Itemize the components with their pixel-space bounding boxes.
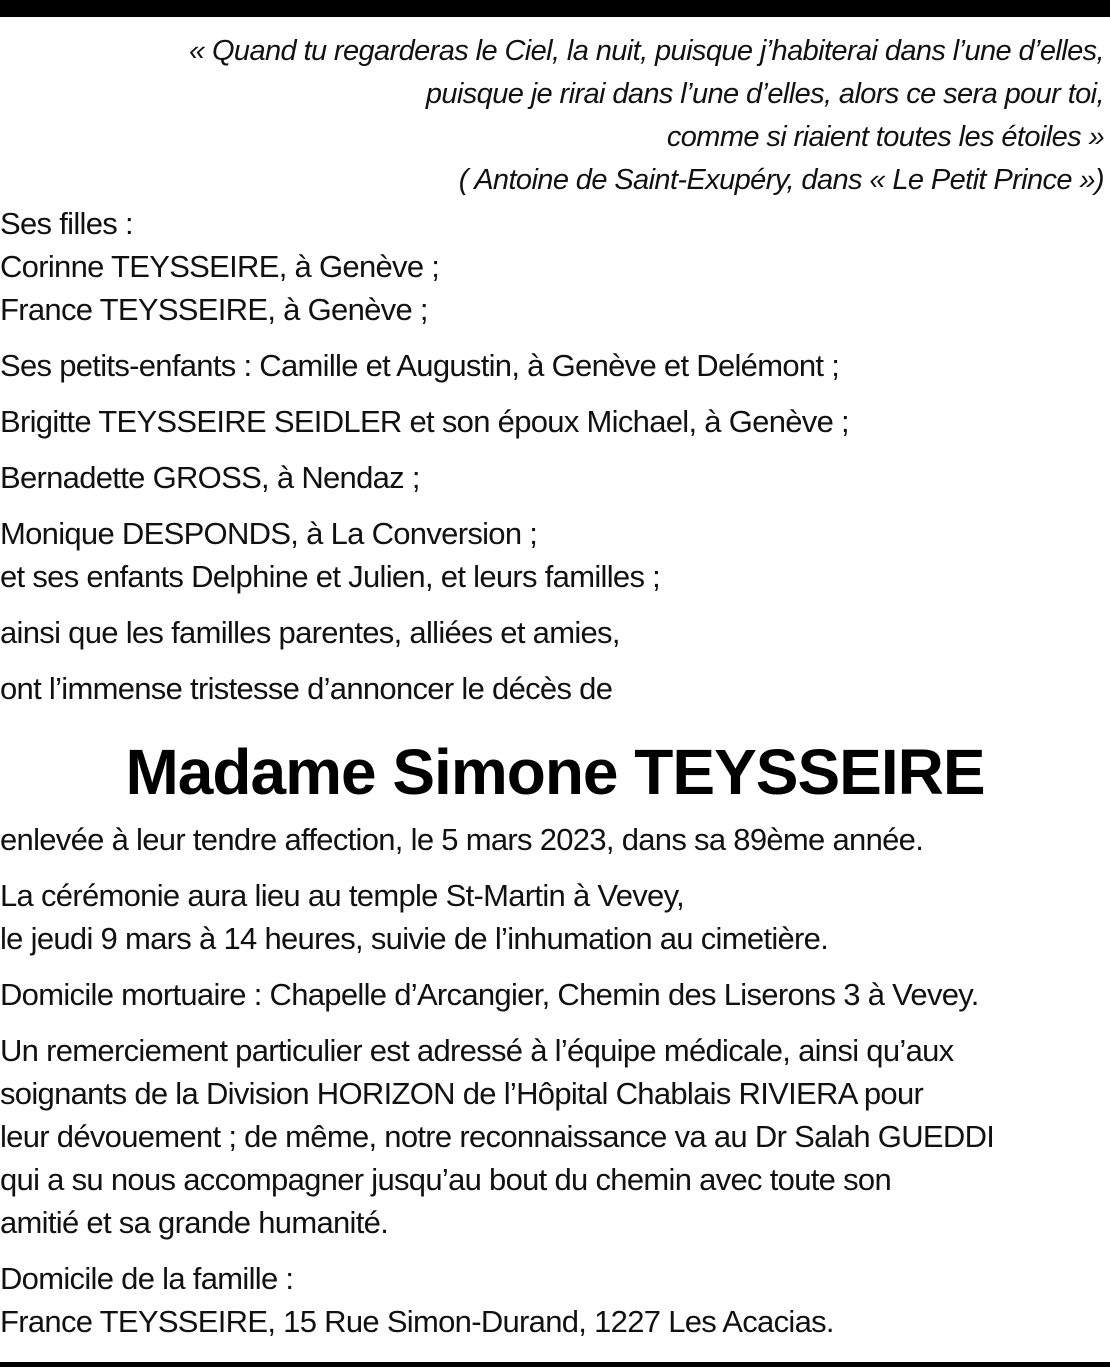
quote-line: « Quand tu regarderas le Ciel, la nuit, puisque j’habiterai dans l’une d’elles,	[188, 35, 1104, 67]
relative-section	[0, 456, 1110, 499]
daughter-entry: France TEYSSEIRE, à Genève ;	[0, 292, 428, 327]
daughters-heading: Ses filles :	[0, 206, 133, 241]
passing-section	[0, 818, 1110, 861]
quote-line: puisque je rirai dans l’une d’elles, alors ce sera pour toi,	[425, 78, 1104, 110]
ceremony-text: le jeudi 9 mars à 14 heures, suivie de l’inhumation au cimetière.	[0, 921, 829, 956]
others-section	[0, 611, 1110, 654]
mortuary-text: Domicile mortuaire : Chapelle d’Arcangier, Chemin des Liserons 3 à Vevey.	[0, 977, 979, 1012]
thanks-line: soignants de la Division HORIZON de l’Hôpital Chablais RIVIERA pour	[0, 1076, 924, 1111]
obituary-notice	[0, 30, 1110, 1343]
others-entry: ainsi que les familles parentes, alliées et amies,	[0, 615, 620, 650]
ceremony-section	[0, 874, 1110, 960]
mortuary-section	[0, 973, 1110, 1016]
family-home-address: France TEYSSEIRE, 15 Rue Simon-Durand, 1227 Les Acacias.	[0, 1304, 834, 1339]
relative-entry: Monique DESPONDS, à La Conversion ;	[0, 516, 538, 551]
thanks-line: qui a su nous accompagner jusqu’au bout du chemin avec toute son	[0, 1162, 891, 1197]
thanks-line: leur dévouement ; de même, notre reconnaissance va au Dr Salah GUEDDI	[0, 1119, 995, 1154]
daughter-entry: Corinne TEYSSEIRE, à Genève ;	[0, 249, 440, 284]
relative-entry: Brigitte TEYSSEIRE SEIDLER et son époux Michael, à Genève ;	[0, 404, 849, 439]
deceased-name: Madame Simone TEYSSEIRE	[125, 736, 985, 808]
quote-attribution: ( Antoine de Saint-Exupéry, dans « Le Petit Prince »)	[458, 164, 1104, 196]
top-rule	[0, 0, 1110, 17]
relative-section	[0, 512, 1110, 598]
thanks-line: Un remerciement particulier est adressé à l’équipe médicale, ainsi qu’aux	[0, 1033, 954, 1068]
thanks-line: amitié et sa grande humanité.	[0, 1205, 389, 1240]
relative-section	[0, 400, 1110, 443]
family-home-heading: Domicile de la famille :	[0, 1261, 294, 1296]
relative-entry: et ses enfants Delphine et Julien, et leurs familles ;	[0, 559, 661, 594]
family-home-section	[0, 1257, 1110, 1343]
epigraph-quote	[0, 30, 1110, 202]
daughters-section	[0, 202, 1110, 331]
announcement-section	[0, 667, 1110, 710]
announcement-text: ont l’immense tristesse d’annoncer le décès de	[0, 671, 613, 706]
ceremony-text: La cérémonie aura lieu au temple St-Martin à Vevey,	[0, 878, 684, 913]
relative-entry: Bernadette GROSS, à Nendaz ;	[0, 460, 420, 495]
passing-text: enlevée à leur tendre affection, le 5 mars 2023, dans sa 89ème année.	[0, 822, 924, 857]
bottom-rule	[0, 1362, 1110, 1367]
quote-line: comme si riaient toutes les étoiles »	[666, 121, 1104, 153]
grandchildren-entry: Ses petits-enfants : Camille et Augustin, à Genève et Delémont ;	[0, 348, 840, 383]
grandchildren-section	[0, 344, 1110, 387]
thanks-section	[0, 1029, 1110, 1244]
